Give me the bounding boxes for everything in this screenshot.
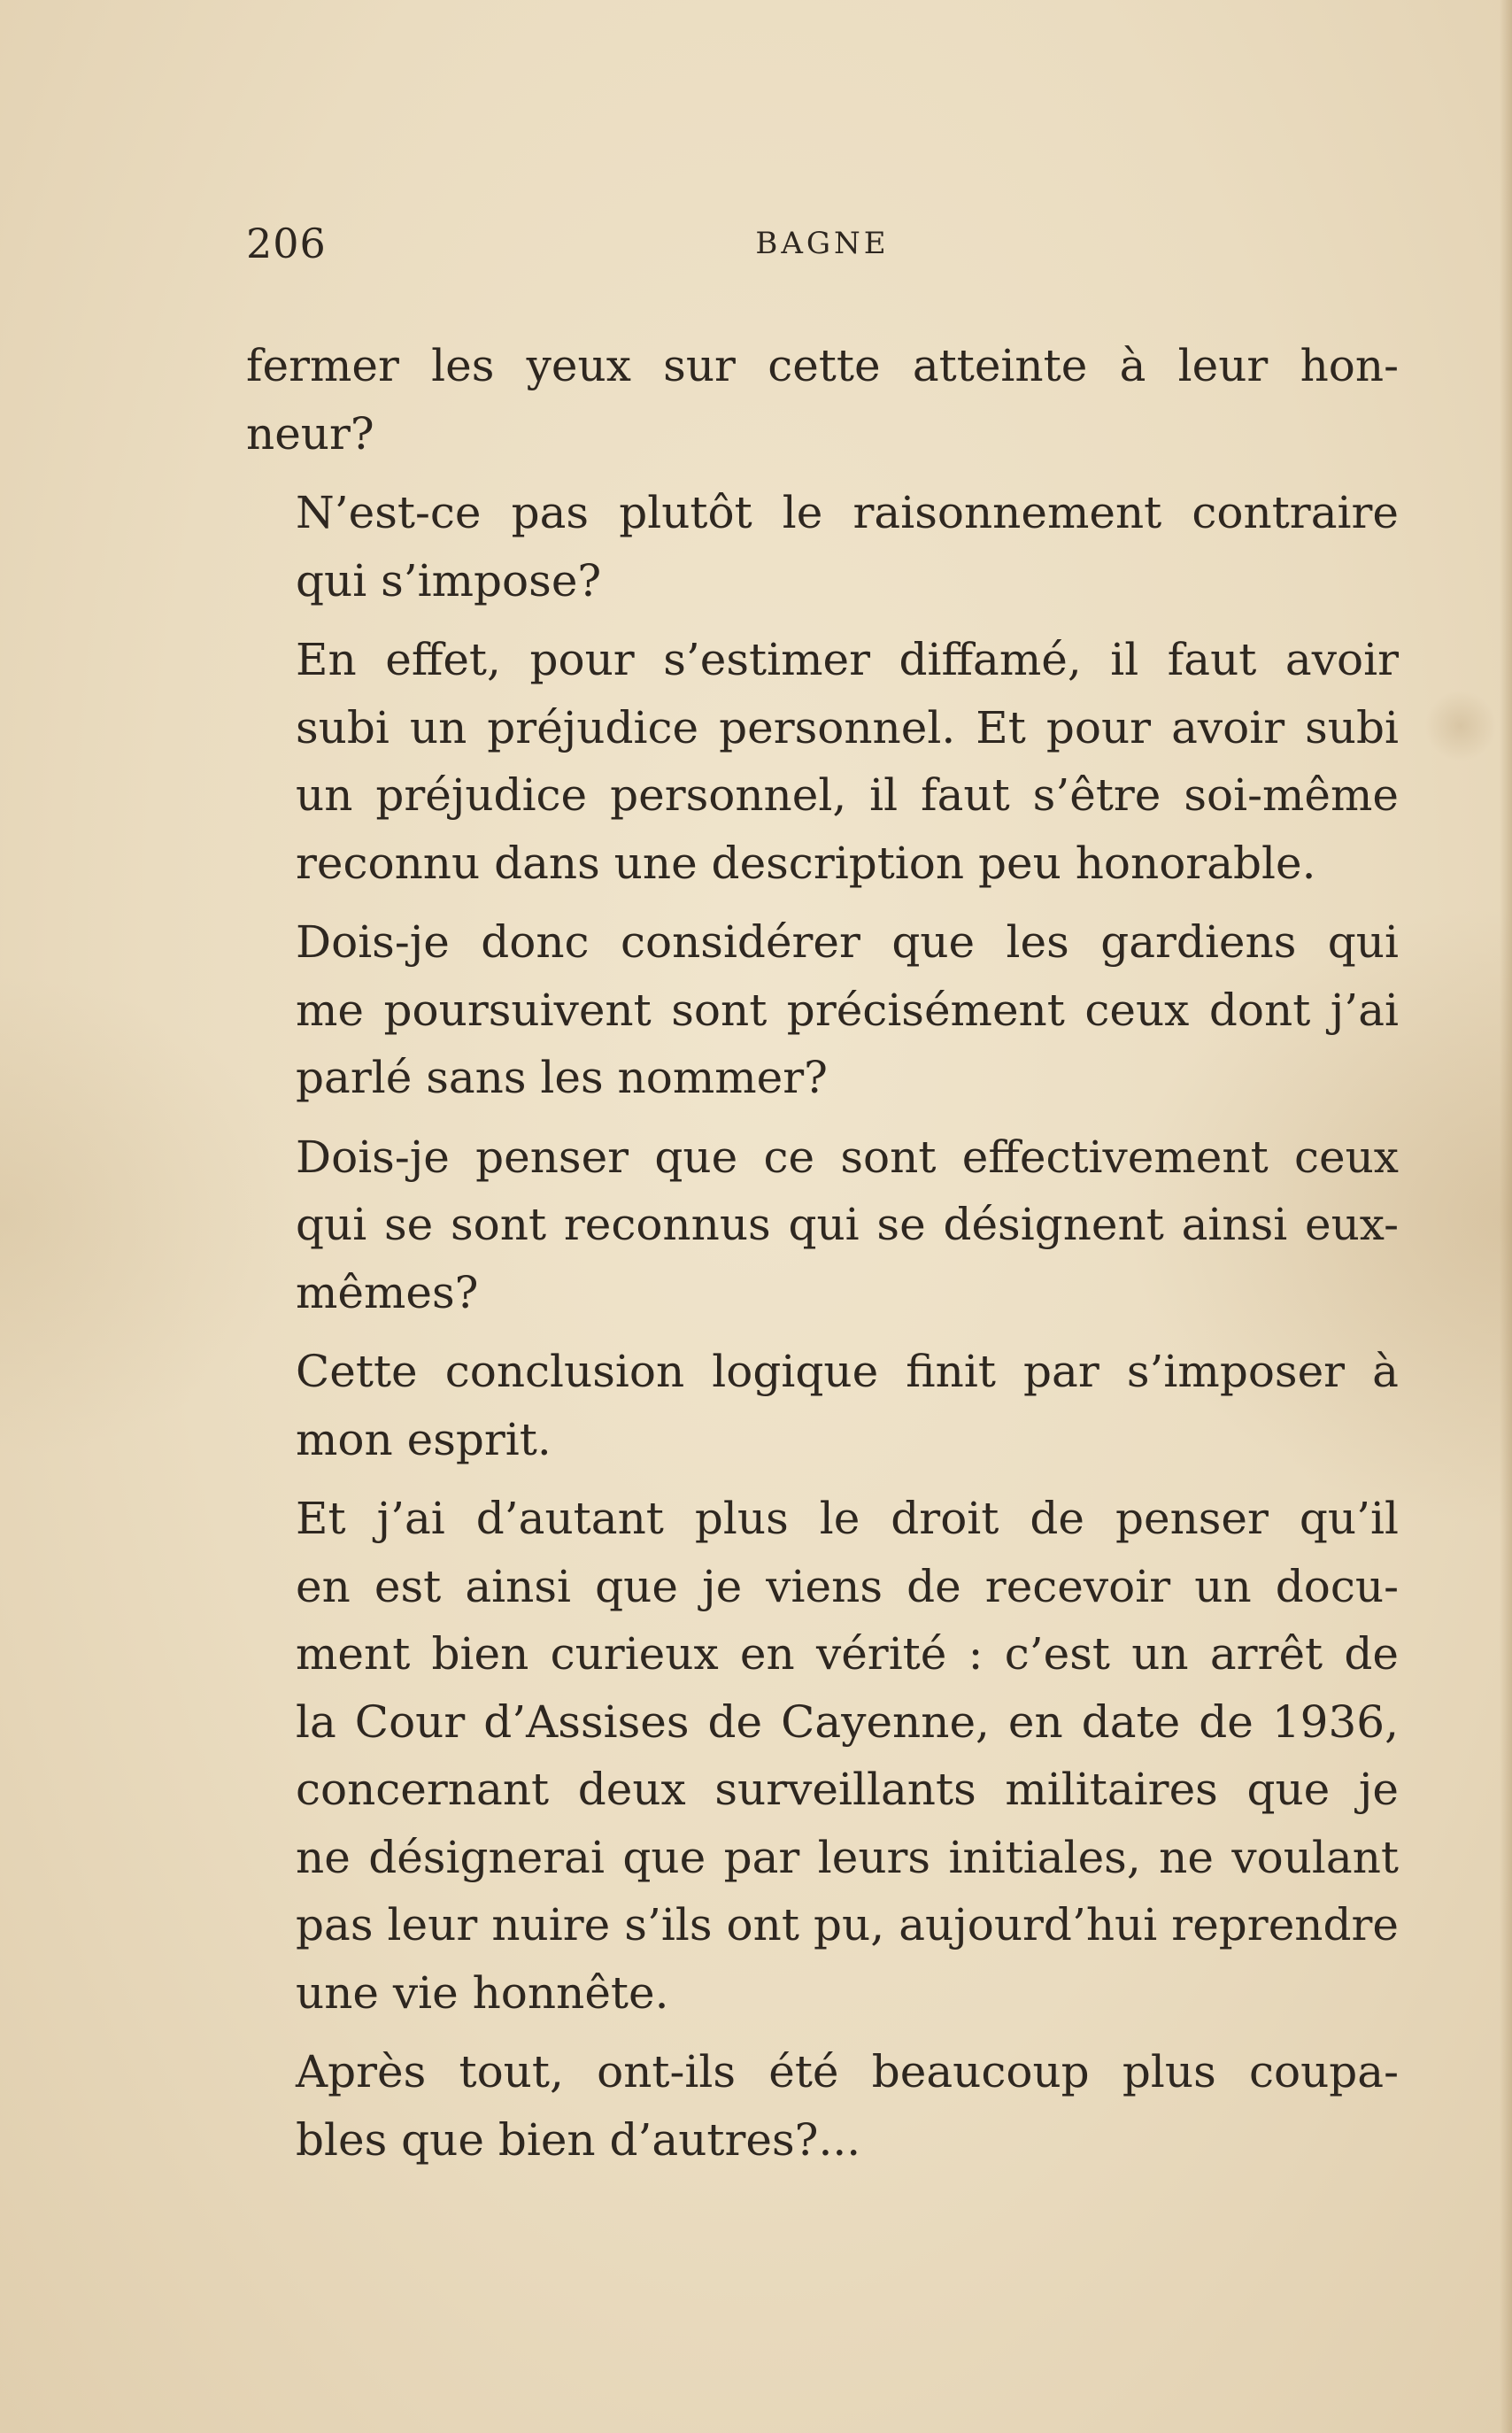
paragraph-4 [246,908,1399,1112]
page-number: 206 [246,220,327,267]
text-line: la Cour d’Assises de Cayenne, en date de 1936, [296,1695,1399,1748]
page-header [246,212,1399,274]
text-line: concernant deux surveillants militaires que je [296,1764,1399,1815]
paragraph-7 [246,1485,1399,2027]
text-line: N’est-ce pas plutôt le raisonnement contraire [296,487,1399,538]
text-line: qui s’impose? [296,554,602,606]
paragraph-3 [246,626,1399,897]
text-line: Dois-je penser que ce sont effectivement ceux [296,1131,1399,1183]
text-line: ment bien curieux en vérité : c’est un arrêt de [296,1628,1399,1680]
text-line: qui se sont reconnus qui se désignent ainsi eux- [296,1199,1399,1250]
text-line: reconnu dans une description peu honorable. [296,837,1316,889]
text-line: Dois-je donc considérer que les gardiens qui [296,916,1399,968]
text-line: En effet, pour s’estimer diffamé, il faut avoir [296,634,1399,685]
text-line: Et j’ai d’autant plus le droit de penser qu’il [296,1493,1399,1544]
text-line: un préjudice personnel, il faut s’être soi-même [296,769,1399,821]
body-text [246,332,1399,2185]
text-line: en est ainsi que je viens de recevoir un docu- [296,1560,1399,1612]
text-line: parlé sans les nommer? [296,1052,828,1103]
text-line: me poursuivent sont précisément ceux dont j’ai [296,984,1399,1036]
paragraph-6 [246,1338,1399,1473]
text-line: neur? [246,407,374,460]
text-line: bles que bien d’autres?... [296,2113,861,2166]
text-line: mêmes? [296,1266,479,1318]
text-line: Cette conclusion logique finit par s’imposer à [296,1346,1399,1397]
text-line: subi un préjudice personnel. Et pour avoir subi [296,701,1399,753]
running-title: BAGNE [755,226,890,261]
paragraph-2 [246,479,1399,614]
text-line: fermer les yeux sur cette atteinte à leur hon- [246,340,1399,391]
paragraph-1 [246,332,1399,467]
text-line: ne désignerai que par leurs initiales, ne voulant [296,1831,1399,1883]
text-line: mon esprit. [296,1413,552,1465]
paragraph-8 [246,2038,1399,2174]
text-line: une vie honnête. [296,1966,669,2019]
page-edge-shadow [1500,0,1512,2433]
text-line: pas leur nuire s’ils ont pu, aujourd’hui reprendre [296,1899,1399,1950]
text-line: Après tout, ont-ils été beaucoup plus coupa- [296,2046,1399,2097]
paragraph-5 [246,1124,1399,1327]
